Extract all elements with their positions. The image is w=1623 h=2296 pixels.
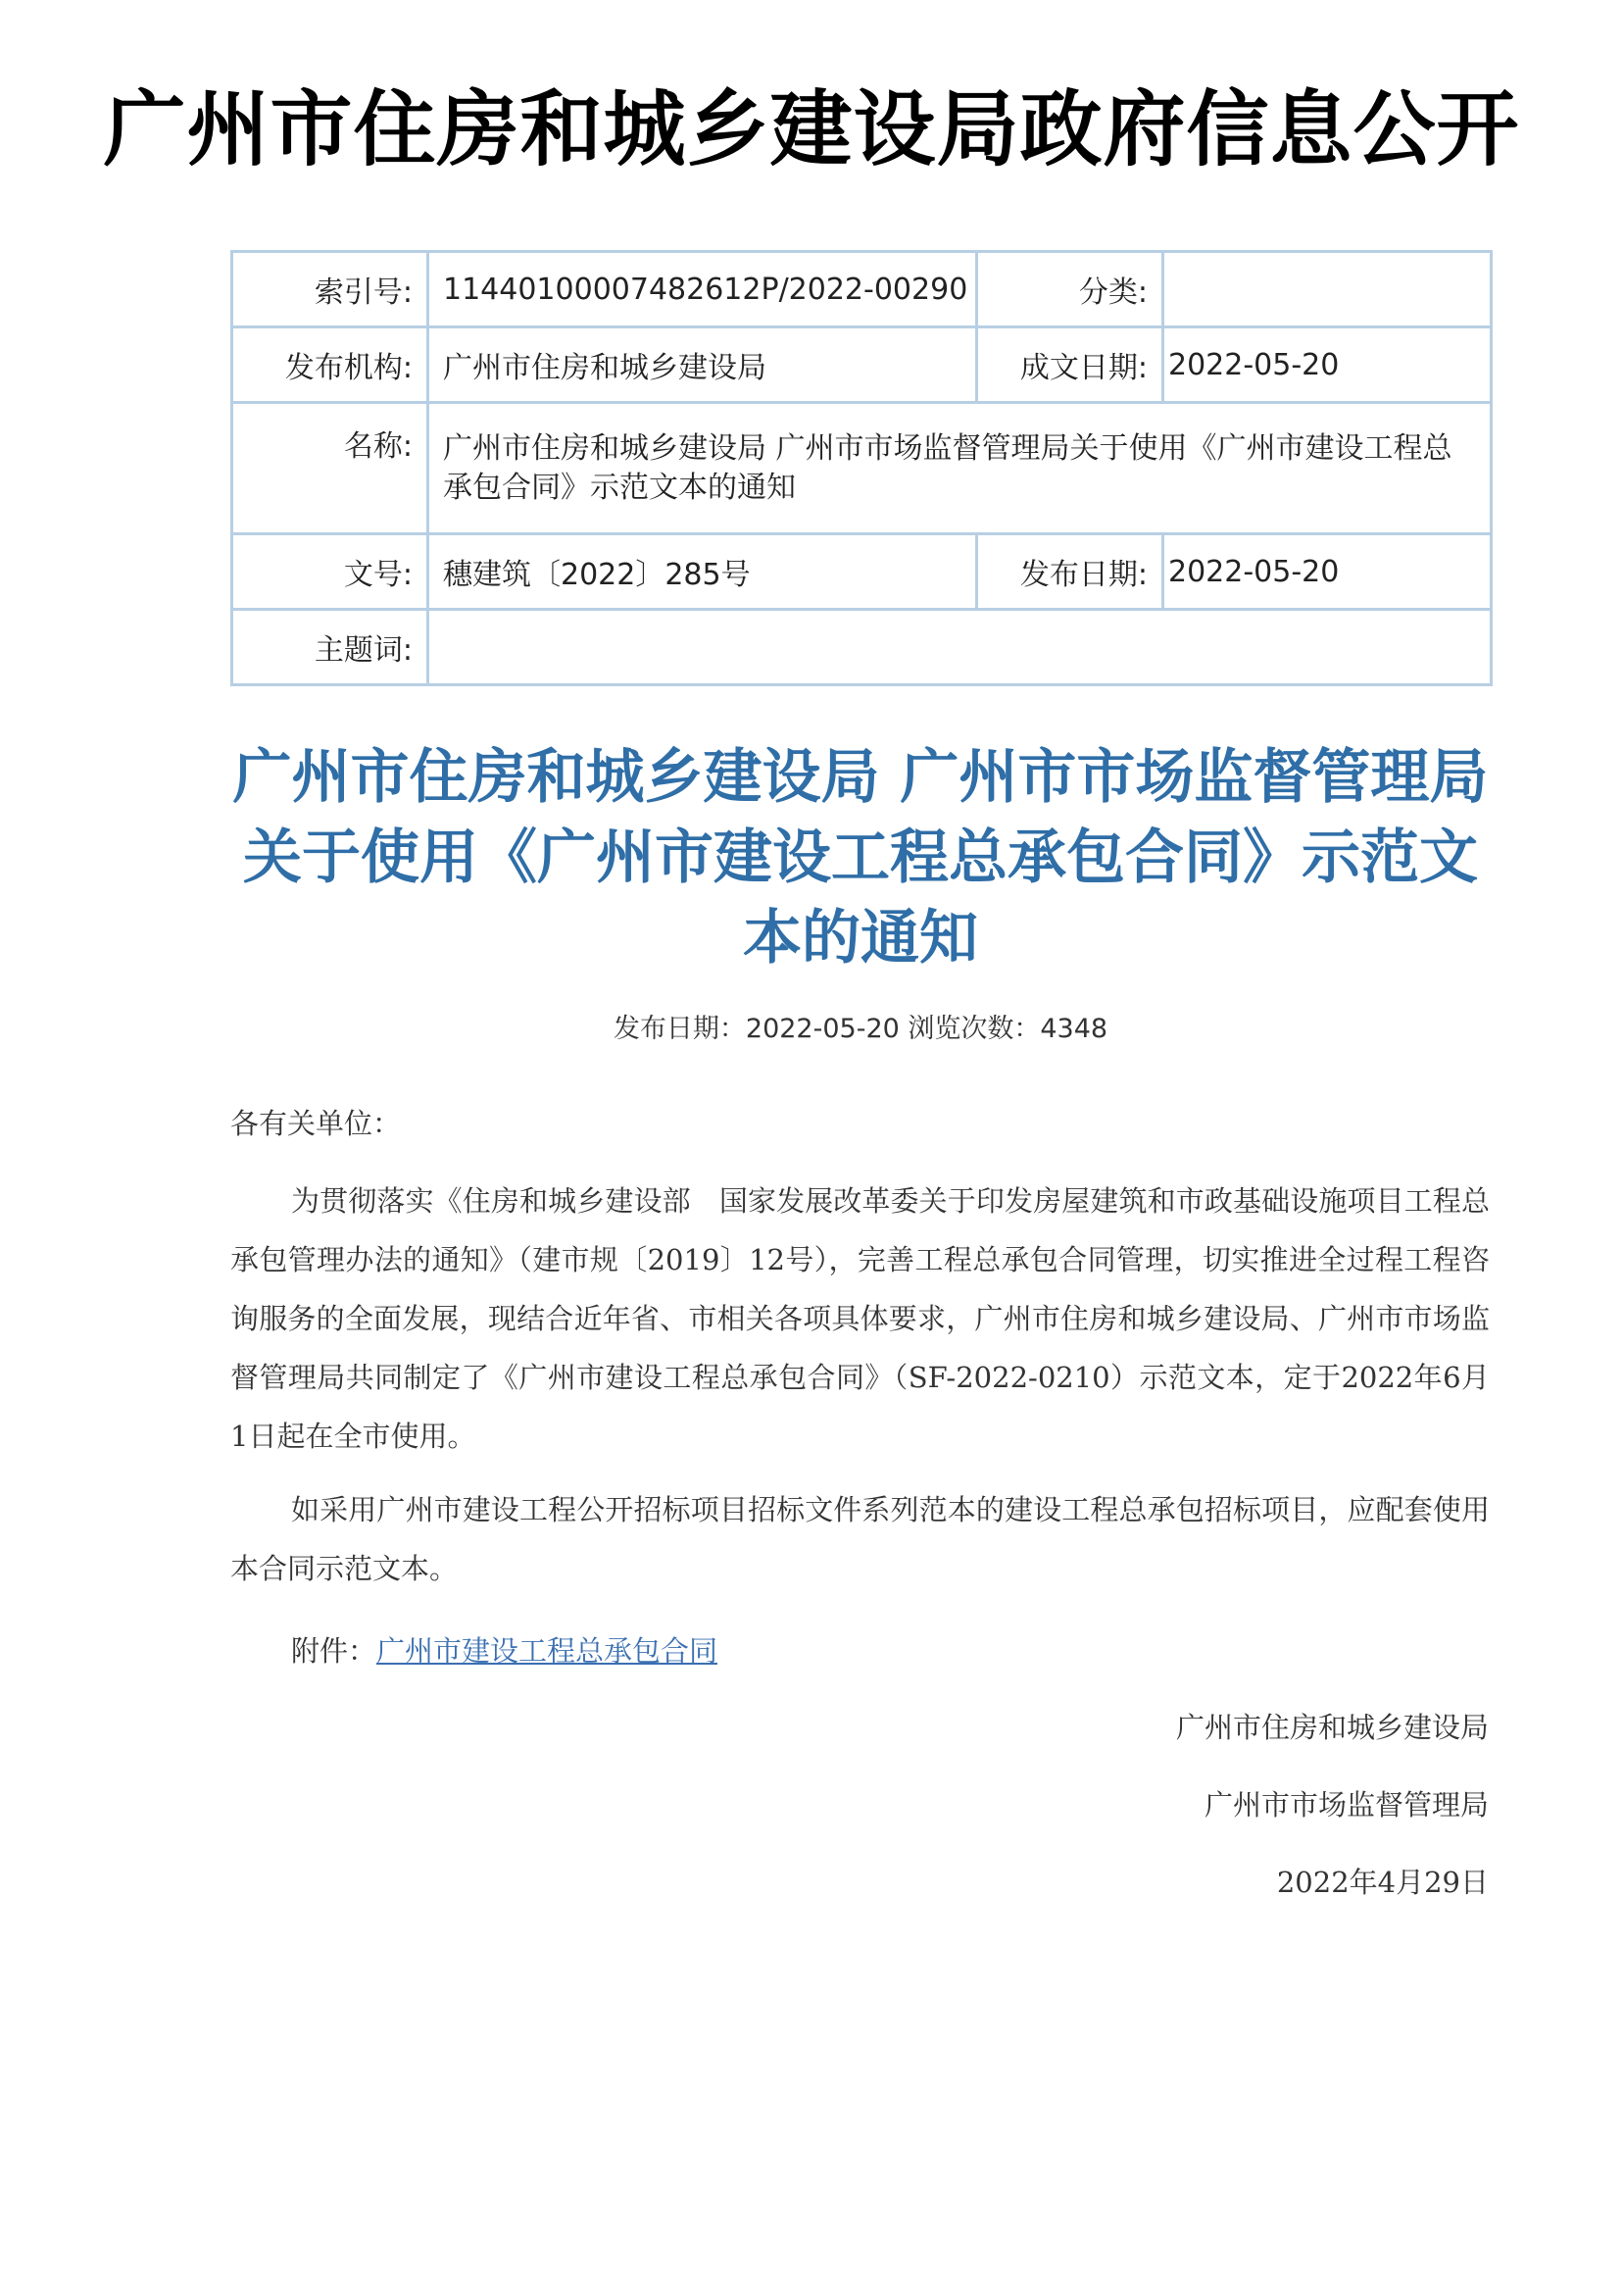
written-date-label: 成文日期: bbox=[977, 327, 1163, 403]
publisher-label: 发布机构: bbox=[232, 327, 428, 403]
body-paragraph-1: 为贯彻落实《住房和城乡建设部 国家发展改革委关于印发房屋建筑和市政基础设施项目工程总承包管理办法的通知》（建市规〔2019〕12号），完善工程总承包合同管理，切实推进全过程工程咨询服务的全面发展，现结合近年省、市相关各项具体要求，广州市住房和城乡建设局、广州市市场监督管理局共同制定了《广州市建设工程总承包合同》（SF-2022-0210）示范文本，定于2022年6月1日起在全市使用。 bbox=[230, 1184, 1490, 1453]
meta-row-doc-no bbox=[232, 534, 1492, 610]
meta-row-index bbox=[232, 252, 1492, 327]
document-metadata-table bbox=[230, 250, 1493, 686]
keywords-value bbox=[428, 610, 1492, 685]
category-value bbox=[1163, 252, 1492, 327]
pub-date-value: 2022-05-20 bbox=[1163, 534, 1492, 610]
keywords-label: 主题词: bbox=[232, 610, 428, 685]
written-date-value: 2022-05-20 bbox=[1163, 327, 1492, 403]
index-value: 11440100007482612P/2022-00290 bbox=[428, 252, 977, 327]
document-title bbox=[196, 737, 1525, 978]
attachment-line bbox=[291, 1631, 717, 1671]
index-label: 索引号: bbox=[232, 252, 428, 327]
signer-housing-bureau: 广州市住房和城乡建设局 bbox=[1175, 1711, 1489, 1744]
signer-market-bureau: 广州市市场监督管理局 bbox=[1204, 1788, 1489, 1822]
pub-date-label: 发布日期: bbox=[977, 534, 1163, 610]
name-label: 名称: bbox=[232, 403, 428, 534]
page-header-title: 广州市住房和城乡建设局政府信息公开 bbox=[103, 81, 1520, 177]
document-title-line: 关于使用《广州市建设工程总承包合同》示范文 bbox=[243, 824, 1478, 892]
meta-row-keywords bbox=[232, 610, 1492, 685]
doc-no-value: 穗建筑〔2022〕285号 bbox=[428, 534, 977, 610]
body-paragraph-2: 如采用广州市建设工程公开招标项目招标文件系列范本的建设工程总承包招标项目，应配套使用本合同示范文本。 bbox=[230, 1493, 1490, 1585]
publisher-value: 广州市住房和城乡建设局 bbox=[428, 327, 977, 403]
document-title-line: 本的通知 bbox=[743, 904, 978, 973]
attachment-label: 附件： bbox=[291, 1634, 377, 1668]
publish-info: 发布日期：2022-05-20 浏览次数：4348 bbox=[613, 1014, 1108, 1044]
meta-row-name bbox=[232, 403, 1492, 534]
document-title-line: 广州市住房和城乡建设局 广州市市场监督管理局 bbox=[232, 743, 1489, 812]
category-label: 分类: bbox=[977, 252, 1163, 327]
salutation: 各有关单位： bbox=[230, 1107, 402, 1140]
sign-date: 2022年4月29日 bbox=[1276, 1866, 1489, 1899]
meta-row-publisher bbox=[232, 327, 1492, 403]
attachment-link[interactable]: 广州市建设工程总承包合同 bbox=[376, 1634, 718, 1668]
name-value: 广州市住房和城乡建设局 广州市市场监督管理局关于使用《广州市建设工程总承包合同》示范文本的通知 bbox=[428, 403, 1492, 534]
doc-no-label: 文号: bbox=[232, 534, 428, 610]
